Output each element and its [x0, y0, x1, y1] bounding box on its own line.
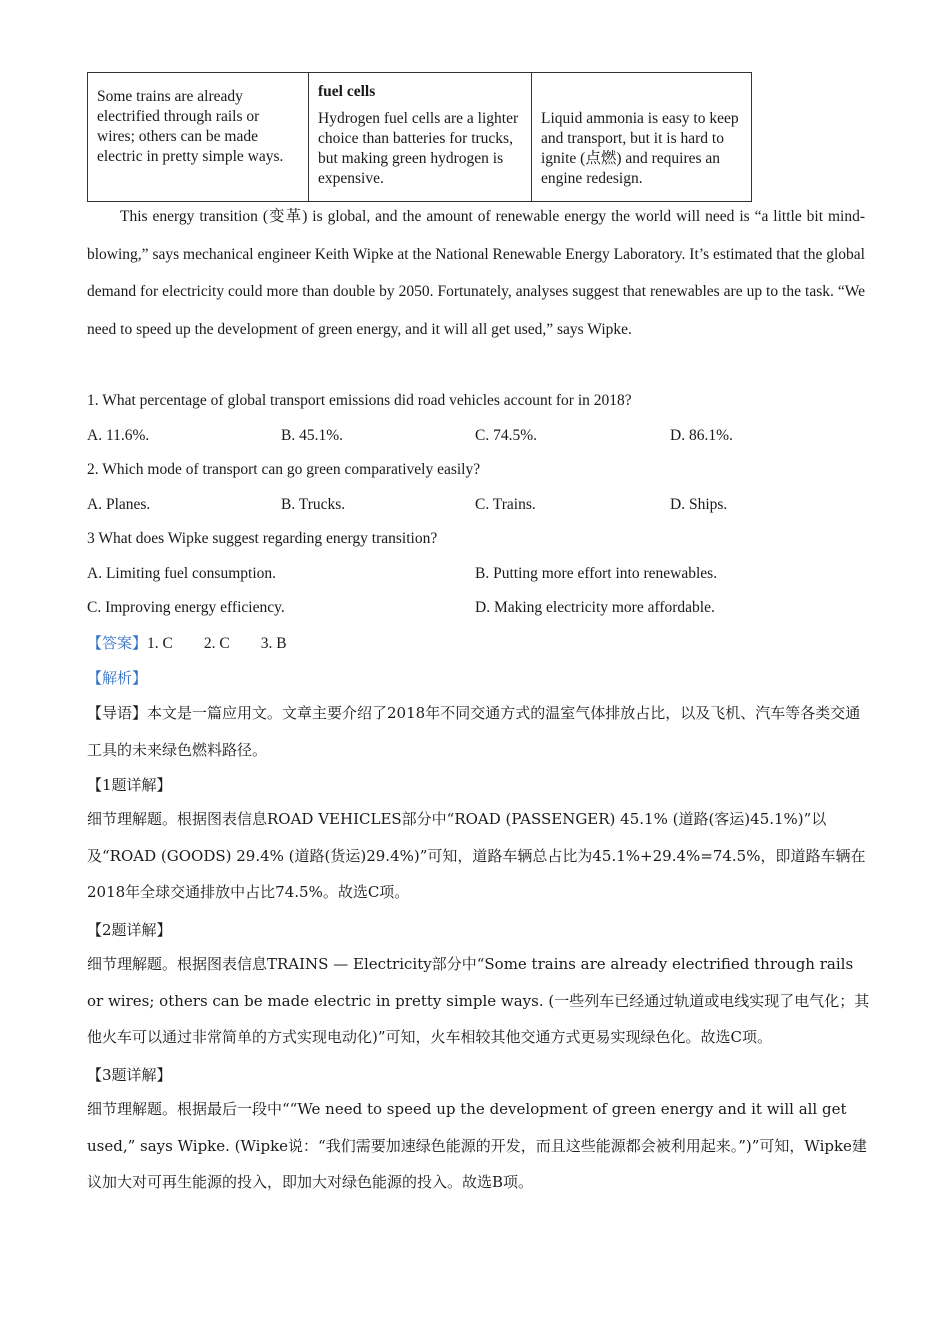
- question-1-stem: 1. What percentage of global transport emissions did road vehicles account for in 2018?: [87, 392, 632, 409]
- question-2-option-a: A. Planes.: [87, 496, 151, 513]
- question-1-option-a: A. 11.6%.: [87, 427, 150, 444]
- guide-paragraph: [87, 695, 872, 768]
- question-3-option-d: D. Making electricity more affordable.: [475, 599, 715, 616]
- question-3-option-a: A. Limiting fuel consumption.: [87, 565, 276, 582]
- detail-3-label: 【3题详解】: [87, 1066, 172, 1084]
- question-2-option-c: C. Trains.: [475, 496, 536, 513]
- table-row: [88, 73, 752, 202]
- detail-2-label: 【2题详解】: [87, 921, 172, 939]
- table-cell-text: Hydrogen fuel cells are a lighter choice than batteries for trucks, but making green hydrogen is expensive.: [318, 110, 519, 187]
- question-2-option-b: B. Trucks.: [281, 496, 346, 513]
- table-cell-text: Some trains are already electrified through rails or wires; others can be made electric in pretty simple ways.: [97, 88, 284, 165]
- table-cell-ammonia: [532, 73, 752, 202]
- detail-2-text: 细节理解题。根据图表信息TRAINS — Electricity部分中“Some trains are already electrified through rails or wires; others can be made electric in pretty simple ways. (一些列车已经通过轨道或电线实现了电气化；其他火车可以通过非常简单的方式实现电动化)”可知，火车相较其他交通方式更易实现绿色化。故选C项。: [87, 955, 870, 1046]
- question-2-option-d: D. Ships.: [670, 496, 728, 513]
- detail-1-label: 【1题详解】: [87, 776, 172, 794]
- question-2-stem: 2. Which mode of transport can go green comparatively easily?: [87, 461, 481, 478]
- table-cell-heading: fuel cells: [318, 83, 376, 100]
- passage-paragraph: This energy transition (变革) is global, and the amount of renewable energy the world will need is “a little bit mind-blowing,” says mechanical engineer Keith Wipke at the National Renewable Energy Laboratory. It’s estimated that the global demand for electricity could more than double by 2050. Fortunately, analyses suggest that renewables are up to the task. “We need to speed up the development of green energy, and it will all get used,” says Wipke.: [87, 208, 865, 338]
- question-3-option-c: C. Improving energy efficiency.: [87, 599, 285, 616]
- answer-values: 1. C 2. C 3. B: [147, 635, 287, 652]
- fuel-info-table: [87, 72, 752, 202]
- table-cell-fuel-cells: [309, 73, 532, 202]
- answer-line: [87, 633, 287, 654]
- detail-1-text: 细节理解题。根据图表信息ROAD VEHICLES部分中“ROAD (PASSENGER) 45.1% (道路(客运)45.1%)”以及“ROAD (GOODS) 29.4% (道路(货运)29.4%)”可知，道路车辆总占比为45.1%+29.4%=74.5%，即道路车辆在2018年全球交通排放中占比74.5%。故选C项。: [87, 810, 866, 901]
- analysis-label: 【解析】: [87, 669, 148, 687]
- question-3-stem: 3 What does Wipke suggest regarding energy transition?: [87, 530, 438, 547]
- question-1-option-d: D. 86.1%.: [670, 427, 733, 444]
- question-3-option-b: B. Putting more effort into renewables.: [475, 565, 718, 582]
- question-1-option-b: B. 45.1%.: [281, 427, 343, 444]
- guide-text: 本文是一篇应用文。文章主要介绍了2018年不同交通方式的温室气体排放占比，以及飞机、汽车等各类交通工具的未来绿色燃料路径。: [87, 704, 861, 759]
- guide-label: 【导语】: [87, 704, 148, 722]
- detail-3-text: 细节理解题。根据最后一段中““We need to speed up the development of green energy and it will all get used,” says Wipke. (Wipke说：“我们需要加速绿色能源的开发，而且这些能源都会被利用起来。”)”可知，Wipke建议加大对可再生能源的投入，即加大对绿色能源的投入。故选B项。: [87, 1100, 867, 1191]
- question-1-option-c: C. 74.5%.: [475, 427, 537, 444]
- table-cell-trains: [88, 73, 309, 202]
- table-cell-text: Liquid ammonia is easy to keep and transport, but it is hard to ignite (点燃) and requires an engine redesign.: [541, 110, 739, 187]
- answer-label: 【答案】: [87, 634, 148, 652]
